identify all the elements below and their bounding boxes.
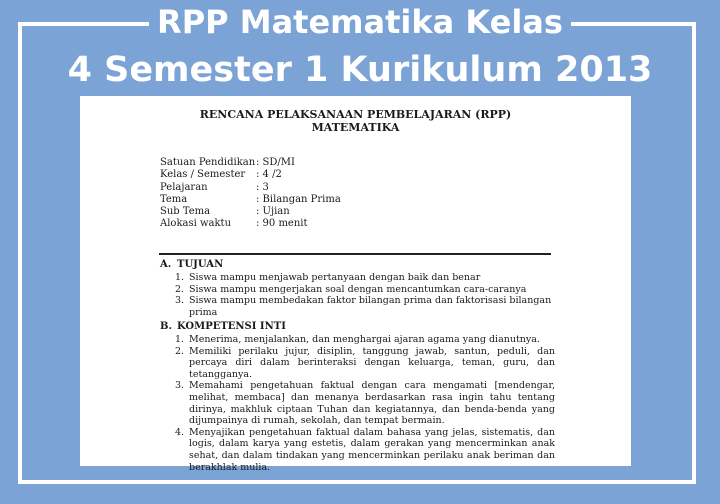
document-page — [80, 96, 631, 473]
item-number: 2. — [175, 345, 185, 357]
info-value: : 4 /2 — [256, 169, 282, 181]
section-letter: A. — [160, 259, 172, 270]
info-value: : Ujian — [256, 206, 290, 218]
info-value: : SD/MI — [256, 157, 295, 168]
list-item — [175, 427, 555, 473]
list-item — [175, 334, 555, 346]
tujuan-list — [175, 272, 555, 318]
section-divider — [159, 253, 551, 255]
list-item — [175, 272, 555, 284]
info-value: : 3 — [256, 181, 269, 193]
item-text: Menerima, menjalankan, dan menghargai ajaran agama yang dianutnya. — [189, 334, 540, 345]
list-item — [175, 346, 555, 381]
info-row — [160, 157, 341, 169]
info-row — [160, 194, 341, 206]
info-label: Tema — [160, 193, 188, 205]
item-number: 3. — [175, 295, 185, 307]
item-text: Memahami pengetahuan faktual dengan cara mengamati [mendengar, melihat, membaca] dan menanya berdasarkan rasa ingin tahu tentang dirinya, makhluk ciptaan Tuhan dan kegiatannya, dan benda-benda yang dijumpainya di rumah, sekolah, dan tempat bermain. — [189, 380, 555, 427]
info-value: : Bilangan Prima — [256, 193, 341, 205]
item-text: Siswa mampu mengerjakan soal dengan mencantumkan cara-caranya — [189, 283, 527, 295]
info-row — [160, 182, 341, 194]
banner-title-text1: RPP Matematika Kelas — [149, 3, 571, 41]
kompetensi-list — [175, 334, 555, 473]
document-info-table — [160, 157, 341, 231]
info-row — [160, 206, 341, 218]
item-text: Menyajikan pengetahuan faktual dalam bahasa yang jelas, sistematis, dan logis, dalam karya yang estetis, dalam gerakan yang mencerminkan anak sehat, dan dalam tindakan yang mencerminkan perilaku anak beriman dan berakhlak mulia. — [189, 426, 555, 473]
info-label: Kelas / Semester — [160, 169, 246, 181]
info-label: Sub Tema — [160, 206, 211, 218]
info-row — [160, 218, 341, 230]
item-number: 4. — [175, 426, 185, 438]
info-row — [160, 169, 341, 181]
document-title: RENCANA PELAKSANAAN PEMBELAJARAN (RPP) — [199, 108, 512, 121]
section-title: TUJUAN — [177, 259, 224, 270]
info-label: Alokasi waktu — [160, 218, 232, 230]
section-letter: B. — [160, 321, 172, 332]
document-subject: MATEMATIKA — [311, 121, 400, 134]
section-title: KOMPETENSI INTI — [177, 321, 286, 332]
list-item — [175, 295, 555, 318]
item-number: 1. — [175, 272, 185, 283]
item-number: 2. — [175, 283, 185, 295]
item-text: Siswa mampu menjawab pertanyaan dengan baik dan benar — [189, 272, 481, 283]
banner-title-line2: 4 Semester 1 Kurikulum 2013 — [67, 50, 653, 90]
banner-title-line1 — [0, 2, 720, 42]
section-heading-kompetensi-inti — [160, 321, 286, 333]
section-heading-tujuan — [160, 259, 223, 271]
info-value: : 90 menit — [256, 218, 308, 230]
item-text: Siswa mampu membedakan faktor bilangan prima dan faktorisasi bilangan prima — [189, 295, 552, 318]
info-label: Pelajaran — [160, 181, 208, 193]
item-number: 3. — [175, 380, 185, 392]
info-label: Satuan Pendidikan — [160, 157, 256, 168]
item-text: Memiliki perilaku jujur, disiplin, tanggung jawab, santun, peduli, dan percaya diri dalam berinteraksi dengan keluarga, teman, guru, dan tetangganya. — [189, 345, 555, 380]
item-number: 1. — [175, 334, 185, 345]
list-item — [175, 380, 555, 426]
list-item — [175, 284, 555, 296]
